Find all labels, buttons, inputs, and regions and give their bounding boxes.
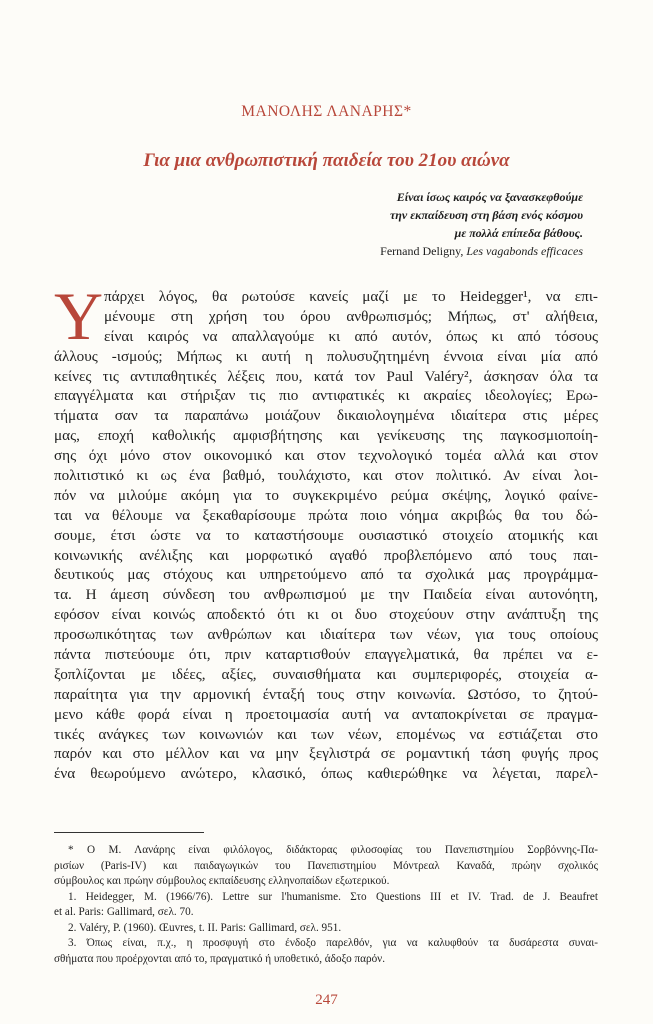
body-line: σης όχι μόνο στον οικονομικό και στον τεχνολογικό τομέα αλλά και στον [54,447,598,465]
epigraph-line: Είναι ίσως καιρός να ξανασκεφθούμε [396,190,583,204]
epigraph-attribution [243,242,583,260]
body-line: πόν να μιλούμε ακόμη για το συγκεκριμένο ρεύμα σκέψης, λογικό φαίνε- [54,486,598,504]
article-author: ΜΑΝΟΛΗΣ ΛΑΝΑΡΗΣ* [241,103,412,120]
epigraph-author: Fernand Deligny, [380,244,464,258]
body-line: κείνες τις αντιπαθητικές λέξεις που, κατά τον Paul Valéry², άσκησαν όλα τα [54,367,598,385]
epigraph-work: Les vagabonds efficaces [466,244,583,258]
body-line: τικές ανάγκες των κοινωνιών και των νέων, επομένως να εστιάζεται στο [54,725,598,743]
body-line: τα. Η άμεση σύνδεση του ανθρωπισμού με την Παιδεία είναι αυτονόητη, [54,586,598,604]
body-line: ται να θέλουμε να ξεκαθαρίσουμε πρώτα ποιο νόημα ακριβώς θα του δώ- [54,506,598,524]
page-number: 247 [315,992,338,1008]
footnote-line: 2. Valéry, P. (1960). Œuvres, t. II. Paris: Gallimard, σελ. 951. [68,921,342,934]
body-line: δευτικούς μας στόχους και υπηρετούμενο από τα σχολικά μας προγράμμα- [54,566,598,584]
body-line: είναι καιρός να απαλλαγούμε κι από αυτόν, όπως κι από τόσους [104,327,598,345]
footnote-line: σθήματα που προέρχονται από το, πραγματικό ή υποθετικό, άδοξο παρόν. [54,952,386,965]
body-line: προσωπικότητας των ανθρώπων και ιδιαίτερα των νέων, για τους οποίους [54,626,598,644]
footnote-line: ρισίων (Paris-IV) και παιδαγωγικών του Πανεπιστημίου Μόντρεαλ Καναδά, πρώην σχολικός [54,859,598,872]
body-line: εφόσον είναι κοινώς αποδεκτό ότι κι οι δυο στοχεύουν στην ανάπτυξη της [54,606,598,624]
footnote-line: * Ο Μ. Λανάρης είναι φιλόλογος, διδάκτορας φιλοσοφίας του Πανεπιστημίου Σορβόννης-Πα- [68,844,598,856]
footnotes [54,843,598,967]
body-line: παρόν και στο μέλλον και να μην ξεγλιστρά σε ρομαντική τάση φυγής προς [54,745,598,763]
footnote-separator [54,832,204,833]
epigraph-line: την εκπαίδευση στη βάση ενός κόσμου [389,208,583,222]
body-line: πολιτιστικό κι ως ένα βαθμό, τουλάχιστο, και στον πολιτικό. Αν είναι λοι- [54,467,598,485]
epigraph-line: με πολλά επίπεδα βάθους. [454,226,583,240]
body-line: άλλους -ισμούς; Μήπως κι αυτή η πολυσυζητημένη έννοια είναι μία από [54,347,598,365]
body-line: σουμε, έτσι ώστε να το καταστήσουμε ουσιαστικό στοιχείο ατομικής και [54,526,598,544]
body-line: πάντα πιστεύουμε ότι, πριν καταρτισθούν επαγγελματικά, θα πρέπει να ε- [54,646,598,664]
body-line: ξοπλίζονται με ιδέες, αξίες, συναισθήματα και συμπεριφορές, στοιχεία α- [54,665,598,683]
drop-cap: Υ [54,278,104,354]
body-line: παραίτητα για την αρμονική ένταξή τους στην κοινωνία. Ωστόσο, το ζητού- [54,685,598,703]
article-title: Για μια ανθρωπιστική παιδεία του 21ου αιώνα [143,150,510,171]
body-line: μας, εποχή καθολικής αμφισβήτησης και γενίκευσης της παγκοσμιοποίη- [54,427,598,445]
body-text [54,287,598,784]
body-line: μένουμε στη χρήση του όρου ανθρωπισμός; Μήπως, στ' αλήθεια, [104,307,598,325]
epigraph [243,188,583,260]
body-line: μενο κάθε φορά είναι η προετοιμασία αυτή να ανταποκρίνεται σε πραγμα- [54,705,598,723]
body-line: ένα θεωρούμενο ανώτερο, κλασικό, όπως καθιερώθηκε να λέγεται, παρελ- [54,765,598,783]
body-line: επαγγέλματα και στήριξαν τις πιο αντιφατικές κι ακραίες ιδεολογίες; Ερω- [54,387,598,405]
body-line: κοινωνικής ανέλιξης και μορφωτικό αγαθό προβλεπόμενο από τους παι- [54,546,598,564]
footnote-line: et al. Paris: Gallimard, σελ. 70. [54,906,194,918]
body-line: τήματα σαν τα παραπάνω μοιάζουν δικαιολογημένα ιδιαίτερα στις μέρες [54,407,598,425]
footnote-line: σύμβουλος και πρώην σύμβουλος εκπαίδευσης ελληνοπαίδων εξωτερικού. [54,875,390,887]
footnote-line: 3. Όπως είναι, π.χ., η προσφυγή στο ένδοξο παρελθόν, για να καλυφθούν τα δυσάρεστα συναι- [68,937,598,949]
body-line: πάρχει λόγος, θα ρωτούσε κανείς μαζί με το Heidegger¹, να επι- [104,288,598,305]
footnote-line: 1. Heidegger, M. (1966/76). Lettre sur l'humanisme. Στο Questions III et IV. Trad. de J. Beaufret [68,890,598,903]
